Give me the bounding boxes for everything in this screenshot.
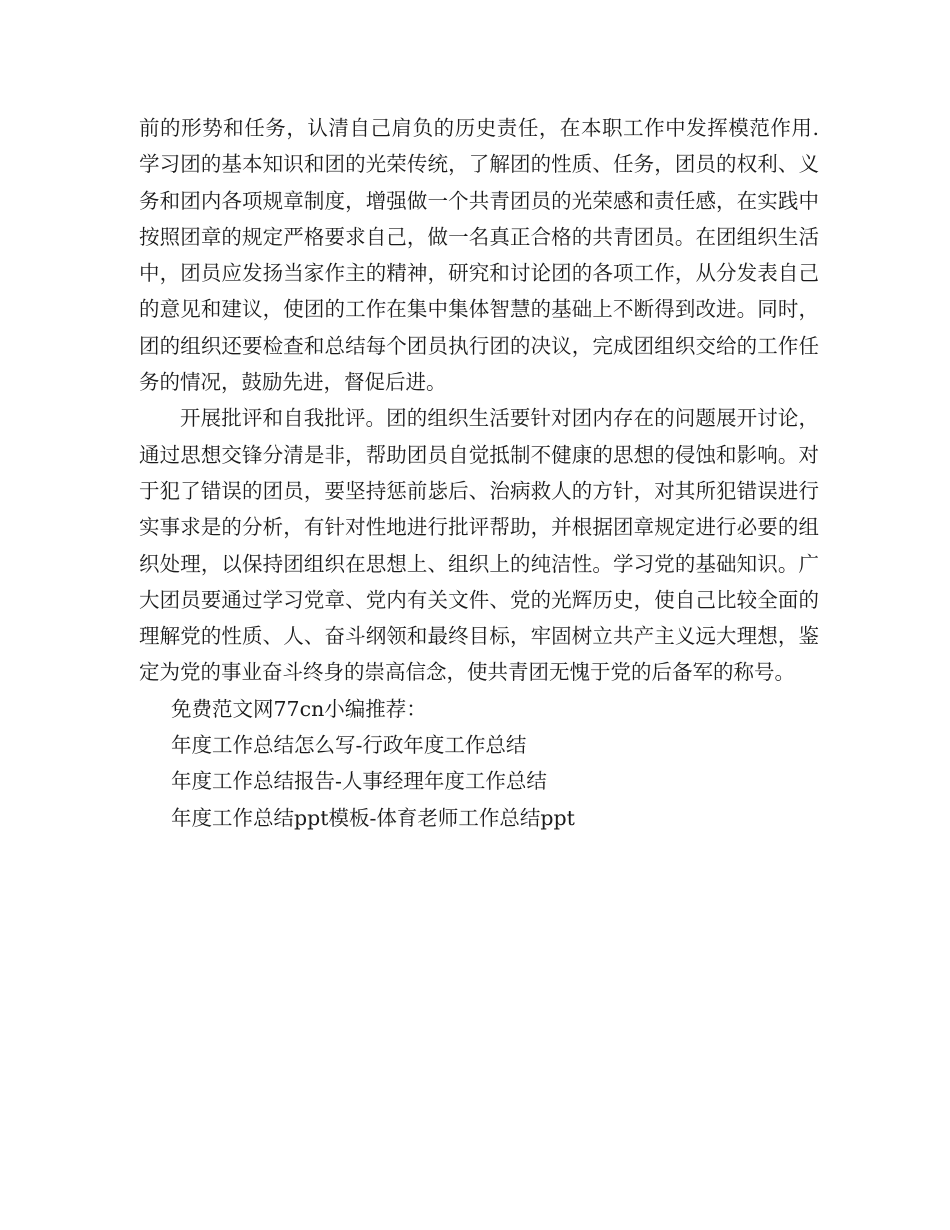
recommendation-link-1[interactable]: 年度工作总结怎么写-行政年度工作总结 — [171, 733, 527, 758]
recommendation-section — [139, 691, 819, 836]
recommendation-link-3[interactable]: 年度工作总结ppt模板-体育老师工作总结ppt — [171, 805, 575, 830]
body-paragraph-1: 前的形势和任务，认清自己肩负的历史责任，在本职工作中发挥模范作用.学习团的基本知识和团的光荣传统，了解团的性质、任务，团员的权利、义务和团内各项规章制度，增强做一个共青团员的光荣感和责任感，在实践中按照团章的规定严格要求自己，做一名真正合格的共青团员。在团组织生活中，团员应发扬当家作主的精神，研究和讨论团的各项工作，从分发表自己的意见和建议，使团的工作在集中集体智慧的基础上不断得到改进。同时，团的组织还要检查和总结每个团员执行团的决议，完成团组织交给的工作任务的情况，鼓励先进，督促后进。 — [139, 116, 819, 395]
recommendation-link-2[interactable]: 年度工作总结报告-人事经理年度工作总结 — [171, 769, 547, 794]
document-body — [139, 110, 819, 836]
body-paragraph-2: 开展批评和自我批评。团的组织生活要针对团内存在的问题展开讨论，通过思想交锋分清是非，帮助团员自觉抵制不健康的思想的侵蚀和影响。对于犯了错误的团员，要坚持惩前毖后、治病救人的方针，对其所犯错误进行实事求是的分析，有针对性地进行批评帮助，并根据团章规定进行必要的组织处理，以保持团组织在思想上、组织上的纯洁性。学习党的基础知识。广大团员要通过学习党章、党内有关文件、党的光辉历史，使自己比较全面的理解党的性质、人、奋斗纲领和最终目标，牢固树立共产主义远大理想，鉴定为党的事业奋斗终身的崇高信念，使共青团无愧于党的后备军的称号。 — [139, 406, 819, 685]
recommendation-heading: 免费范文网77cn小编推荐： — [171, 696, 427, 721]
